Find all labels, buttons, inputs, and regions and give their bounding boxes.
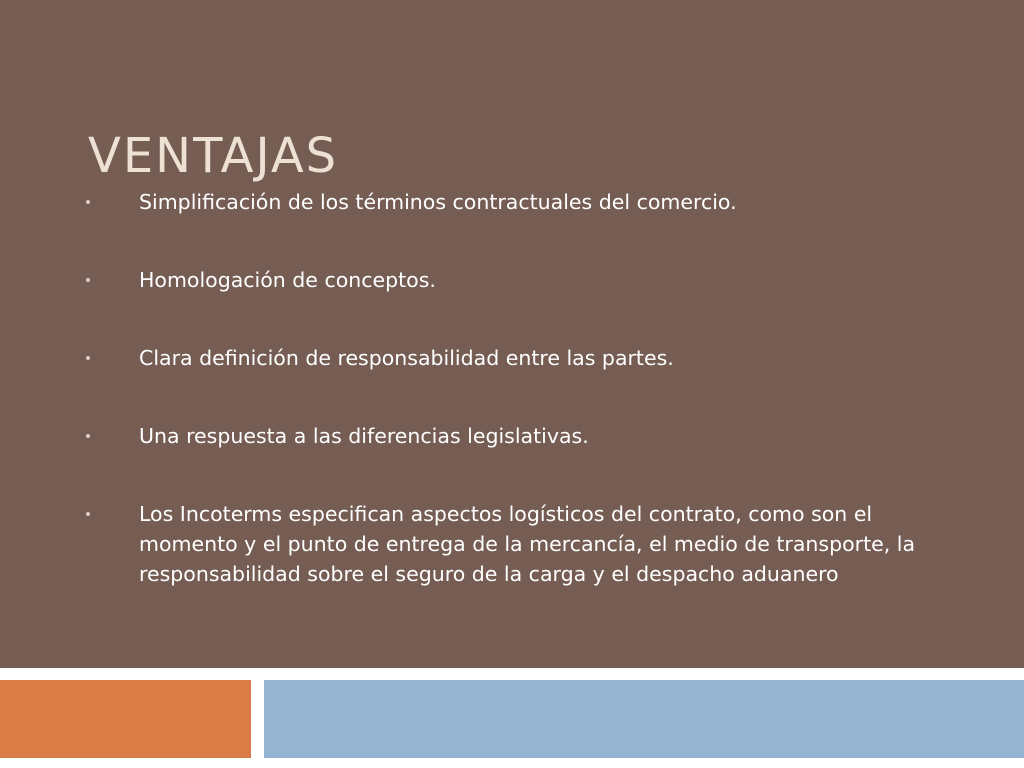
bullet-text: Simplificación de los términos contractuales del comercio. — [139, 190, 737, 214]
list-item — [86, 265, 936, 295]
list-item — [86, 499, 936, 589]
list-item — [86, 187, 936, 217]
bullet-text: Clara definición de responsabilidad entre las partes. — [139, 346, 674, 370]
list-item — [86, 343, 936, 373]
bullet-icon — [86, 278, 90, 282]
footer-accent-blue — [264, 680, 1024, 758]
bullet-text: Una respuesta a las diferencias legislativas. — [139, 424, 589, 448]
bullet-text: Homologación de conceptos. — [139, 268, 436, 292]
bullet-icon — [86, 434, 90, 438]
slide-title: VENTAJAS — [88, 128, 339, 184]
bullet-icon — [86, 512, 90, 516]
list-item — [86, 421, 936, 451]
bullet-icon — [86, 356, 90, 360]
bullet-text: Los Incoterms especifican aspectos logísticos del contrato, como son el momento y el punto de entrega de la mercancía, el medio de transporte, la responsabilidad sobre el seguro de la carga y el despacho aduanero — [139, 502, 916, 586]
bullet-icon — [86, 200, 90, 204]
footer-accent-orange — [0, 680, 251, 758]
bullet-list — [86, 187, 936, 589]
